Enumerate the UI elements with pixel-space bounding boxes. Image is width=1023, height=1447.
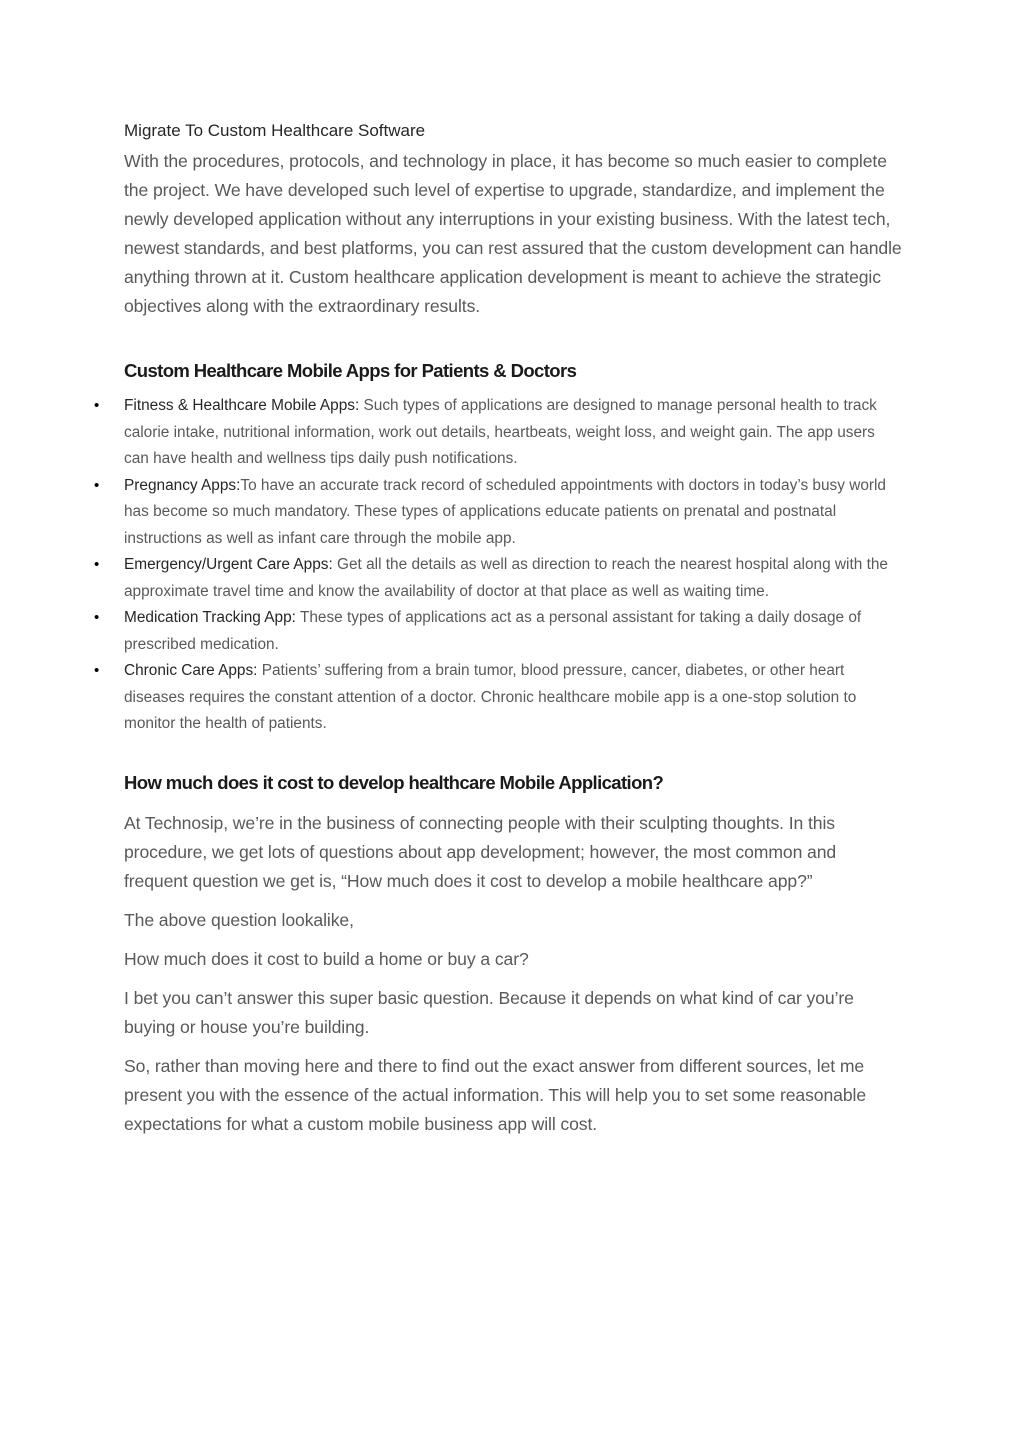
item-term: Chronic Care Apps:: [124, 662, 258, 679]
app-types-list: [94, 393, 902, 738]
cost-paragraph: At Technosip, we’re in the business of connecting people with their sculpting thoughts. In this procedure, we get lots of questions about app development; however, the most common and frequent question we get is, “How much does it cost to develop a mobile healthcare app?”: [124, 812, 837, 891]
cost-heading: How much does it cost to develop healthcare Mobile Application?: [124, 771, 664, 793]
item-term: Medication Tracking App:: [124, 609, 296, 626]
item-term: Fitness & Healthcare Mobile Apps:: [124, 397, 360, 414]
cost-paragraph: How much does it cost to build a home or buy a car?: [124, 948, 529, 969]
bullet-icon: •: [94, 556, 100, 573]
intro-paragraph: With the procedures, protocols, and technology in place, it has become so much easier to complete the project. We have developed such level of expertise to upgrade, standardize, and implement the newly developed application without any interruptions in your existing business. With the latest tech, newest standards, and best platforms, you can rest assured that the custom development can handle anything thrown at it. Custom healthcare application development is meant to achieve the strategic objectives along with the extraordinary results.: [124, 151, 902, 316]
cost-paragraph: I bet you can’t answer this super basic question. Because it depends on what kind of car you’re buying or house you’re building.: [124, 987, 854, 1037]
bullet-icon: •: [94, 397, 100, 414]
item-text: These types of applications act as a personal assistant for taking a daily dosage of prescribed medication.: [124, 609, 862, 653]
item-text: To have an accurate track record of scheduled appointments with doctors in today’s busy world has become so much mandatory. These types of applications educate patients on prenatal and postnatal instructions as well as infant care through the mobile app.: [124, 476, 886, 547]
section-title: Migrate To Custom Healthcare Software: [124, 121, 426, 140]
item-text: Patients’ suffering from a brain tumor, blood pressure, cancer, diabetes, or other heart diseases requires the constant attention of a doctor. Chronic healthcare mobile app is a one-stop solution to monitor the health of patients.: [124, 662, 857, 732]
item-text: Such types of applications are designed to manage personal health to track calorie intake, nutritional information, work out details, heartbeats, weight loss, and weight gain. The app users can have health and wellness tips daily push notifications.: [124, 397, 877, 467]
apps-heading: Custom Healthcare Mobile Apps for Patients & Doctors: [124, 360, 577, 381]
bullet-icon: •: [94, 476, 100, 494]
item-term: Pregnancy Apps:: [124, 476, 241, 494]
cost-paragraph: The above question lookalike,: [124, 909, 354, 930]
list-item: [94, 552, 902, 605]
document-page: [94, 120, 902, 1149]
bullet-icon: •: [94, 609, 100, 626]
item-term: Emergency/Urgent Care Apps:: [124, 556, 333, 573]
list-item: [94, 658, 902, 738]
item-text: Get all the details as well as direction to reach the nearest hospital along with the approximate travel time and know the availability of doctor at that place as well as waiting time.: [124, 556, 888, 600]
cost-paragraph: So, rather than moving here and there to find out the exact answer from different sources, let me present you with the essence of the actual information. This will help you to set some reasonable expectations for what a custom mobile business app will cost.: [124, 1055, 867, 1134]
bullet-icon: •: [94, 662, 100, 679]
list-item: [94, 473, 902, 553]
list-item: [94, 605, 902, 658]
list-item: [94, 393, 902, 473]
